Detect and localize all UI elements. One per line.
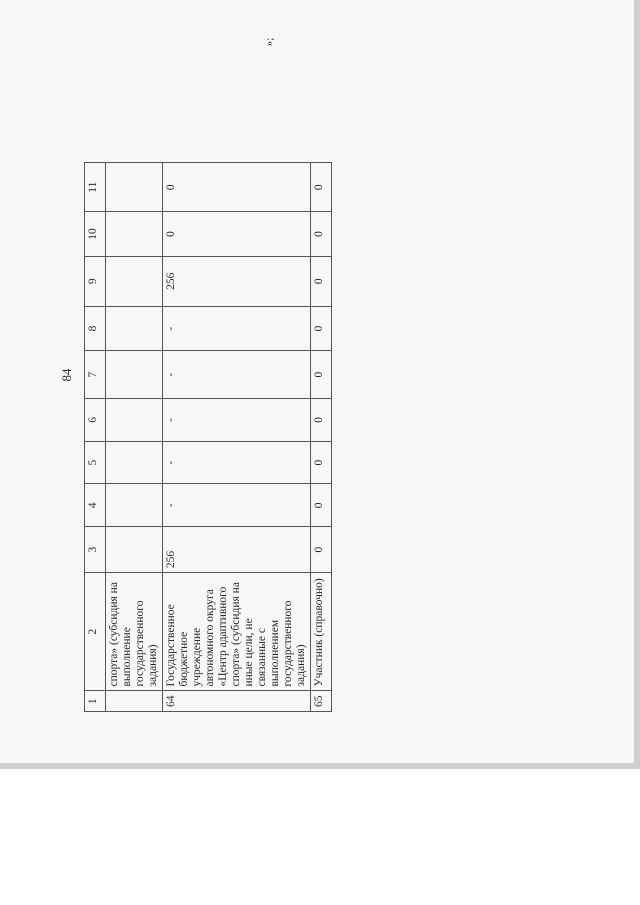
value-cell: 0 — [311, 163, 332, 212]
row-number: 65 — [311, 691, 332, 712]
value-cell — [106, 351, 163, 399]
table-row — [106, 163, 163, 712]
page-number: 84 — [59, 368, 74, 382]
header-cell: 11 — [85, 163, 106, 212]
value-cell: 0 — [311, 306, 332, 350]
header-cell: 1 — [85, 691, 106, 712]
value-cell: - — [163, 351, 311, 399]
value-cell: - — [163, 484, 311, 527]
row-number: 64 — [163, 691, 311, 712]
value-cell: 0 — [311, 351, 332, 399]
header-cell: 7 — [85, 351, 106, 399]
header-cell: 6 — [85, 399, 106, 442]
value-cell — [106, 527, 163, 573]
value-cell — [106, 163, 163, 212]
value-cell: 0 — [163, 163, 311, 212]
row-name: Участник (справочно) — [311, 573, 332, 691]
value-cell: - — [163, 441, 311, 484]
value-cell: - — [163, 306, 311, 350]
value-cell: - — [163, 399, 311, 442]
header-cell: 4 — [85, 484, 106, 527]
value-cell — [106, 399, 163, 442]
value-cell — [106, 256, 163, 306]
value-cell: 0 — [311, 256, 332, 306]
value-cell — [106, 484, 163, 527]
value-cell: 0 — [311, 441, 332, 484]
value-cell: 0 — [311, 399, 332, 442]
row-name: спорта» (субсидия на выполнение государственного задания) — [106, 573, 163, 691]
table-row — [163, 163, 311, 712]
value-cell — [106, 441, 163, 484]
header-cell: 3 — [85, 527, 106, 573]
header-cell: 8 — [85, 306, 106, 350]
budget-table — [84, 162, 332, 712]
value-cell — [106, 212, 163, 256]
value-cell: 256 — [163, 527, 311, 573]
value-cell: 0 — [311, 484, 332, 527]
value-cell: 0 — [311, 212, 332, 256]
value-cell: 256 — [163, 256, 311, 306]
margin-mark: »; — [263, 37, 276, 47]
value-cell: 0 — [311, 527, 332, 573]
value-cell: 0 — [163, 212, 311, 256]
header-cell: 9 — [85, 256, 106, 306]
row-name: Государственное бюджетное учреждение автономного округа «Центр адаптивного спорта» (субсидия на иные цели, не связанные с выполнением государственного задания) — [163, 573, 311, 691]
table-row — [311, 163, 332, 712]
header-cell: 5 — [85, 441, 106, 484]
row-number — [106, 691, 163, 712]
rotated-table — [84, 162, 332, 712]
value-cell — [106, 306, 163, 350]
table-header-row — [85, 163, 106, 712]
header-cell: 10 — [85, 212, 106, 256]
header-cell: 2 — [85, 573, 106, 691]
